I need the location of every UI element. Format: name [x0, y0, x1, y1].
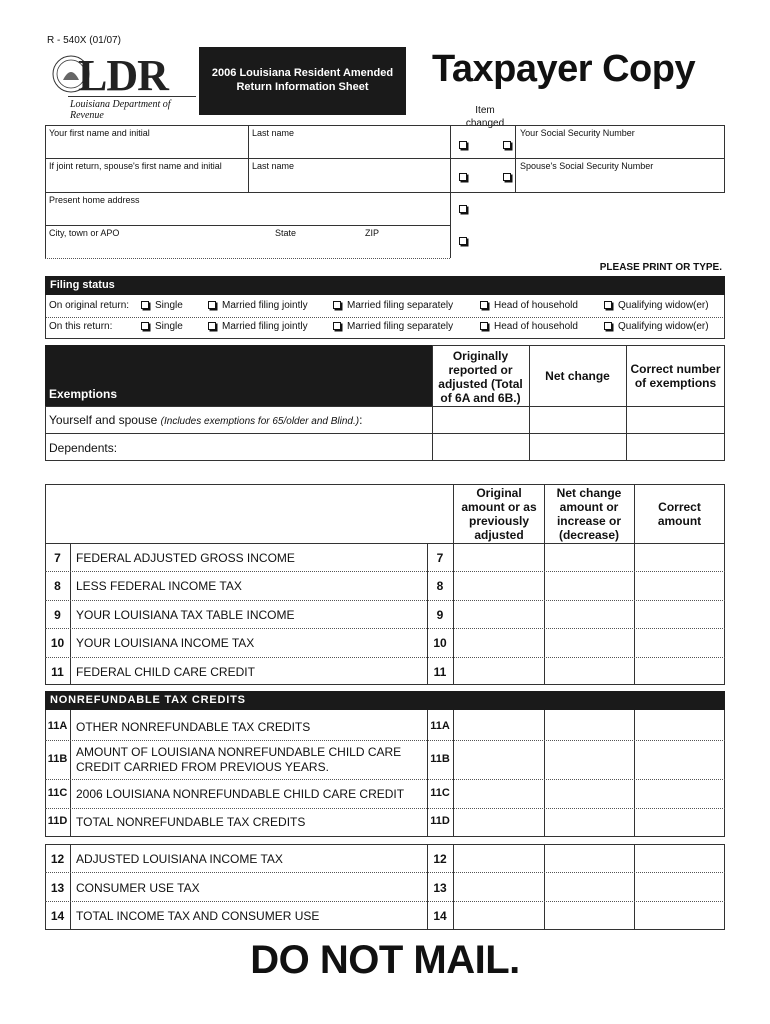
original-single-checkbox[interactable]: [141, 301, 149, 309]
original-hoh-label: Head of household: [494, 300, 578, 311]
zip-field[interactable]: ZIP: [365, 228, 380, 238]
print-notice: PLEASE PRINT OR TYPE.: [599, 262, 722, 273]
ssn-field[interactable]: Your Social Security Number: [520, 128, 635, 138]
this-mfs-checkbox[interactable]: [333, 322, 341, 330]
line-11a-label: OTHER NONREFUNDABLE TAX CREDITS: [76, 720, 311, 734]
line-13-label: CONSUMER USE TAX: [76, 881, 200, 895]
line-11-num: 11: [51, 665, 64, 679]
exemptions-row-dependents: Dependents:: [49, 441, 118, 455]
line-11d-num: 11D: [47, 815, 68, 827]
item-changed-label-1: Item: [475, 105, 495, 116]
address-field[interactable]: Present home address: [49, 195, 140, 205]
item-changed-checkbox-city[interactable]: [459, 237, 467, 245]
line-7-num: 7: [54, 551, 61, 565]
exemptions-col-original: Originally reported or adjusted (Total of 6A and 6B.): [438, 349, 523, 405]
original-widow-label: Qualifying widow(er): [618, 300, 709, 311]
this-widow-label: Qualifying widow(er): [618, 321, 709, 332]
this-mfj-checkbox[interactable]: [208, 322, 216, 330]
line-11c-num: 11C: [47, 787, 68, 799]
this-hoh-checkbox[interactable]: [480, 322, 488, 330]
exemptions-header: [45, 345, 432, 406]
this-mfs-label: Married filing separately: [347, 321, 454, 332]
line-11a-num: 11A: [47, 720, 68, 732]
line-9-label: YOUR LOUISIANA TAX TABLE INCOME: [76, 608, 295, 622]
original-single-label: Single: [155, 300, 183, 311]
filing-status-header: [45, 276, 725, 295]
original-mfs-label: Married filing separately: [347, 300, 454, 311]
line-11b-num: 11B: [47, 753, 68, 765]
item-changed-checkbox-name[interactable]: [459, 141, 467, 149]
exemptions-col-net-change: Net change: [545, 369, 610, 383]
form-id: R - 540X (01/07): [47, 35, 121, 46]
line-14-num: 14: [50, 909, 65, 923]
line-12-num: 12: [50, 852, 65, 866]
line-7-label: FEDERAL ADJUSTED GROSS INCOME: [76, 551, 295, 565]
title-line-1: 2006 Louisiana Resident Amended: [211, 67, 394, 79]
line-11c-box-num: 11C: [430, 787, 450, 799]
exemptions-row-yourself: [49, 413, 362, 427]
spouse-ssn-field[interactable]: Spouse's Social Security Number: [520, 161, 654, 171]
this-widow-checkbox[interactable]: [604, 322, 612, 330]
line-11b-box-num: 11B: [430, 753, 450, 765]
ldr-logo: [48, 48, 198, 121]
item-changed-checkbox-spouse-ssn[interactable]: [503, 173, 511, 181]
line-11a-box-num: 11A: [430, 720, 450, 732]
credits-header: [45, 691, 725, 710]
item-changed-checkbox-spouse-name[interactable]: [459, 173, 467, 181]
this-single-checkbox[interactable]: [141, 322, 149, 330]
this-single-label: Single: [155, 321, 183, 332]
filing-status-title: Filing status: [50, 279, 115, 291]
this-hoh-label: Head of household: [494, 321, 578, 332]
line-8-label: LESS FEDERAL INCOME TAX: [76, 579, 242, 593]
line-11b-label: AMOUNT OF LOUISIANA NONREFUNDABLE CHILD CARE: [76, 745, 402, 759]
item-changed-checkbox-address[interactable]: [459, 205, 467, 213]
original-hoh-checkbox[interactable]: [480, 301, 488, 309]
line-11d-box-num: 11D: [430, 815, 450, 827]
item-changed-checkbox-ssn[interactable]: [503, 141, 511, 149]
title-line-2: Return Information Sheet: [236, 81, 369, 93]
original-widow-checkbox[interactable]: [604, 301, 612, 309]
yourself-note: (Includes exemptions for 65/older and Blind.): [160, 416, 360, 427]
yourself-colon: :: [359, 413, 363, 427]
filing-row-this-return: On this return:: [49, 321, 113, 332]
line-8-num: 8: [54, 579, 61, 593]
line-10-label: YOUR LOUISIANA INCOME TAX: [76, 636, 255, 650]
income-col-net-change: Net change amount or increase or (decrease): [556, 486, 622, 542]
line-14-box-num: 14: [433, 909, 447, 923]
line-11c-label: 2006 LOUISIANA NONREFUNDABLE CHILD CARE CREDIT: [76, 787, 405, 801]
line-12-label: ADJUSTED LOUISIANA INCOME TAX: [76, 852, 283, 866]
line-11d-label: TOTAL NONREFUNDABLE TAX CREDITS: [76, 815, 306, 829]
exemptions-title: Exemptions: [49, 387, 118, 401]
original-mfj-checkbox[interactable]: [208, 301, 216, 309]
yourself-label: Yourself and spouse: [49, 413, 158, 427]
line-11b-label-2: CREDIT CARRIED FROM PREVIOUS YEARS.: [76, 760, 329, 774]
logo-text: LDR: [78, 51, 168, 100]
filing-row-original: On original return:: [49, 300, 130, 311]
spouse-first-name-field[interactable]: If joint return, spouse's first name and initial: [49, 161, 222, 171]
credits-title: NONREFUNDABLE TAX CREDITS: [50, 694, 246, 706]
this-mfj-label: Married filing jointly: [222, 321, 308, 332]
line-14-label: TOTAL INCOME TAX AND CONSUMER USE: [76, 909, 320, 923]
original-mfj-label: Married filing jointly: [222, 300, 308, 311]
line-10-num: 10: [50, 636, 65, 650]
line-8-box-num: 8: [436, 579, 444, 593]
line-7-box-num: 7: [436, 551, 444, 565]
state-field[interactable]: State: [275, 228, 297, 238]
original-mfs-checkbox[interactable]: [333, 301, 341, 309]
last-name-field[interactable]: Last name: [252, 128, 295, 138]
line-11-label: FEDERAL CHILD CARE CREDIT: [76, 665, 255, 679]
city-field[interactable]: City, town or APO: [49, 228, 120, 238]
line-9-box-num: 9: [436, 608, 444, 622]
line-10-box-num: 10: [433, 636, 447, 650]
line-11-box-num: 11: [433, 665, 447, 679]
line-9-num: 9: [54, 608, 61, 622]
line-13-num: 13: [50, 881, 65, 895]
income-col-correct: Correct amount: [657, 500, 702, 528]
line-13-box-num: 13: [433, 881, 447, 895]
exemptions-col-correct: Correct number of exemptions: [630, 362, 721, 390]
income-col-original: Original amount or as previously adjusted: [461, 486, 537, 542]
line-12-box-num: 12: [433, 852, 447, 866]
title-box: [199, 47, 406, 115]
spouse-last-name-field[interactable]: Last name: [252, 161, 295, 171]
do-not-mail-footer: DO NOT MAIL.: [250, 938, 520, 982]
copy-title: Taxpayer Copy: [432, 48, 696, 90]
first-name-field[interactable]: Your first name and initial: [49, 128, 150, 138]
agency-name: Louisiana Department of Revenue: [70, 99, 171, 121]
item-changed-label-2: changed: [465, 118, 505, 129]
